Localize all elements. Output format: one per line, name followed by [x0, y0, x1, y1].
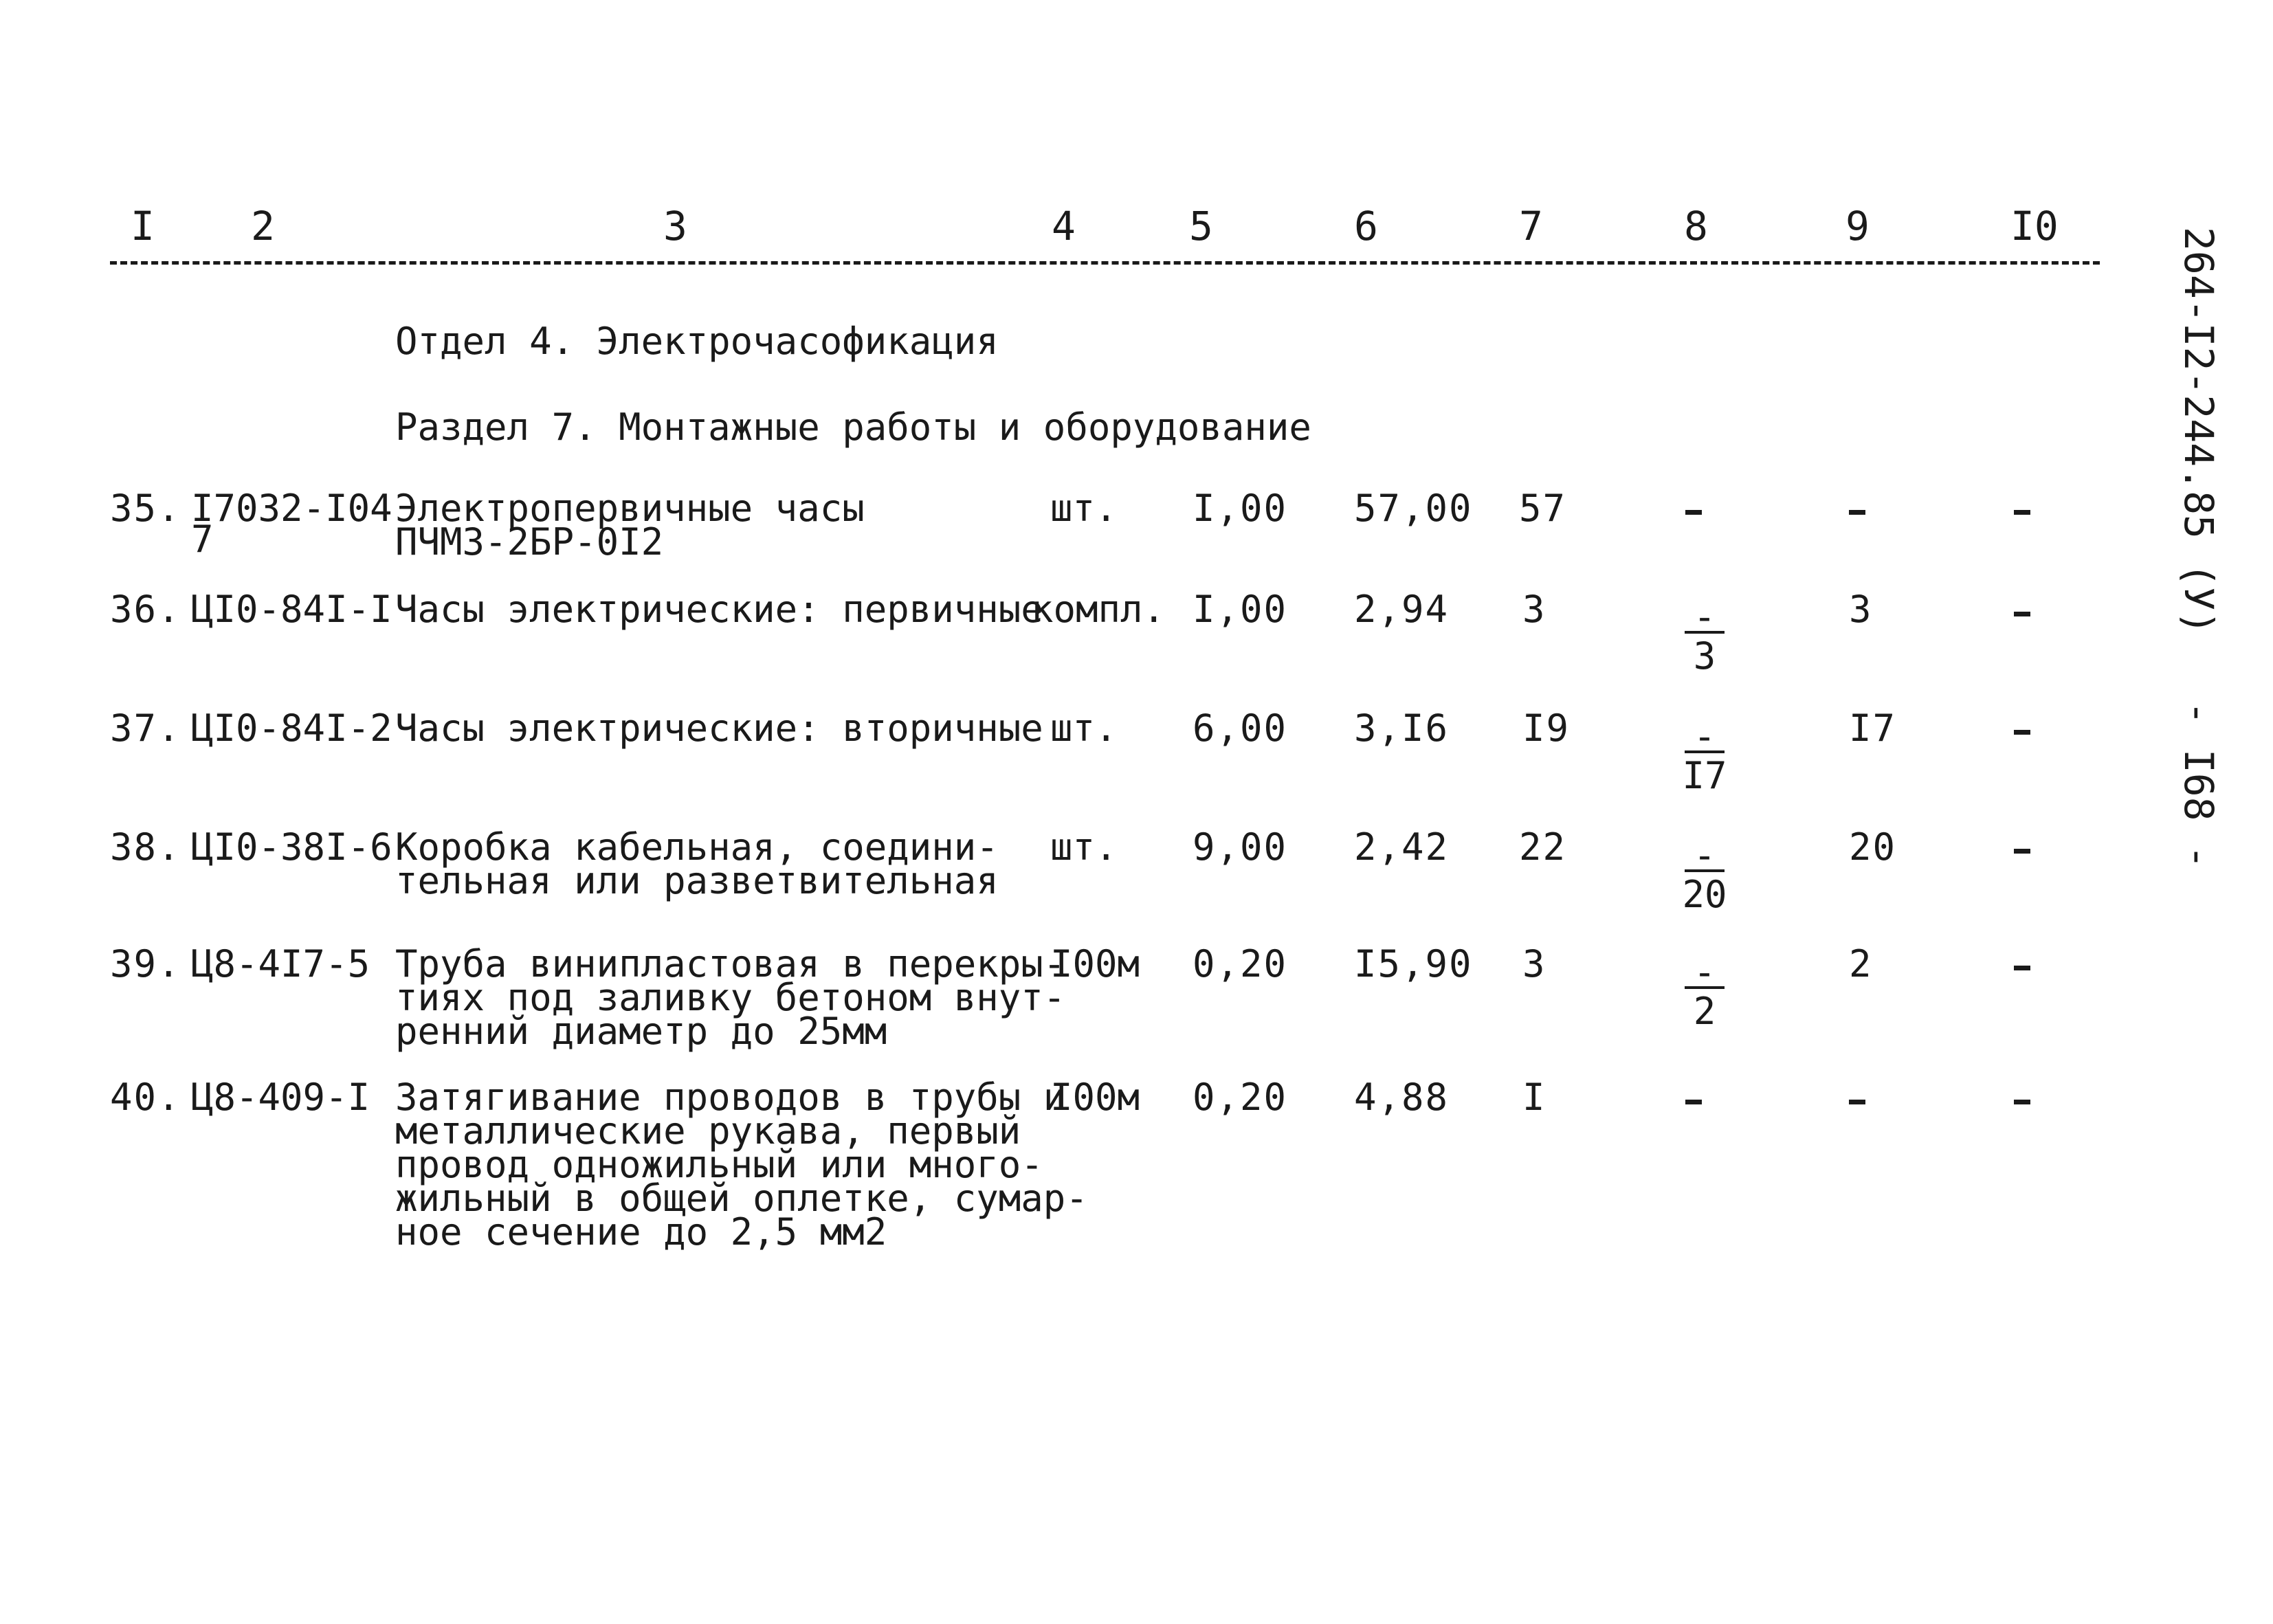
col9-value: I7: [1849, 707, 1897, 750]
row-number: 39.: [110, 942, 181, 986]
fraction-numerator: -: [1693, 834, 1716, 877]
row-number: 35.: [110, 487, 181, 530]
subsection-title: Раздел 7. Монтажные работы и оборудование: [395, 405, 1311, 449]
col10-dash: [2014, 1100, 2030, 1104]
item-name-line: Часы электрические: первичные: [395, 588, 1043, 631]
total: 3: [1522, 588, 1546, 631]
col9-dash: [1849, 510, 1865, 515]
item-code: ЦI0-38I-6: [191, 825, 392, 869]
total: 57: [1519, 487, 1567, 530]
row-number: 40.: [110, 1076, 181, 1119]
column-header-2: 2: [251, 203, 275, 249]
fraction-numerator: -: [1693, 715, 1716, 758]
unit: шт.: [1050, 707, 1118, 750]
item-name-line: Затягивание проводов в трубы и: [395, 1076, 1066, 1119]
quantity: 6,00: [1193, 707, 1288, 750]
fraction-denominator: I7: [1682, 754, 1727, 797]
fraction-numerator: -: [1693, 595, 1716, 638]
col10-dash: [2014, 730, 2030, 735]
col8-fraction: [1677, 950, 1732, 1033]
col8-dash: [1685, 510, 1702, 515]
unit-price: I5,90: [1354, 942, 1473, 986]
col10-dash: [2014, 612, 2030, 616]
column-header-4: 4: [1052, 203, 1076, 249]
item-name-line: металлические рукава, первый: [395, 1109, 1021, 1153]
document-code: 264-I2-244.85 (У): [2175, 227, 2222, 635]
total: I9: [1522, 707, 1571, 750]
item-name-line: Коробка кабельная, соедини-: [395, 825, 999, 869]
item-name-line: ПЧМЗ-2БР-0I2: [395, 520, 664, 564]
unit: шт.: [1050, 487, 1118, 530]
col10-dash: [2014, 510, 2030, 515]
unit-price: 57,00: [1354, 487, 1473, 530]
item-name-line: провод одножильный или много-: [395, 1143, 1043, 1186]
item-code-sub: 7: [191, 518, 214, 561]
column-header-3: 3: [663, 203, 687, 249]
quantity: 0,20: [1193, 1076, 1288, 1119]
section-title: Отдел 4. Электрочасофикация: [395, 320, 999, 363]
unit: I00м: [1050, 942, 1140, 986]
column-header-1: I: [131, 203, 155, 249]
row-number: 38.: [110, 825, 181, 869]
total: 22: [1519, 825, 1567, 869]
unit-price: 4,88: [1354, 1076, 1450, 1119]
fraction-numerator: -: [1693, 950, 1716, 994]
item-code: Ц8-4I7-5: [191, 942, 370, 986]
col9-dash: [1849, 1100, 1865, 1104]
unit: шт.: [1050, 825, 1118, 869]
fraction-denominator: 2: [1693, 990, 1716, 1033]
column-header-9: 9: [1845, 203, 1870, 249]
item-name-line: ное сечение до 2,5 мм2: [395, 1210, 887, 1254]
unit-price: 2,42: [1354, 825, 1450, 869]
row-number: 36.: [110, 588, 181, 631]
item-code: I7032-I04: [191, 487, 392, 530]
column-header-6: 6: [1354, 203, 1378, 249]
quantity: I,00: [1193, 588, 1288, 631]
item-code: Ц8-409-I: [191, 1076, 370, 1119]
col9-value: 2: [1849, 942, 1873, 986]
unit-price: 2,94: [1354, 588, 1450, 631]
column-header-5: 5: [1189, 203, 1213, 249]
col8-fraction: [1677, 715, 1732, 797]
item-name-line: Электропервичные часы: [395, 487, 865, 530]
col10-dash: [2014, 849, 2030, 854]
col10-dash: [2014, 966, 2030, 970]
fraction-denominator: 3: [1693, 634, 1716, 678]
item-name-line: ренний диаметр до 25мм: [395, 1010, 887, 1053]
col9-value: 3: [1849, 588, 1873, 631]
quantity: 9,00: [1193, 825, 1288, 869]
item-name-line: жильный в общей оплетке, сумар-: [395, 1177, 1088, 1220]
unit-price: 3,I6: [1354, 707, 1450, 750]
header-divider: [110, 261, 2100, 265]
column-header-10: I0: [2010, 203, 2059, 249]
item-name-line: Часы электрические: вторичные: [395, 707, 1043, 750]
quantity: 0,20: [1193, 942, 1288, 986]
col8-fraction: [1677, 595, 1732, 678]
row-number: 37.: [110, 707, 181, 750]
unit: I00м: [1050, 1076, 1140, 1119]
item-code: ЦI0-84I-I: [191, 588, 392, 631]
page-number: - I68 -: [2175, 701, 2222, 869]
col8-dash: [1685, 1100, 1702, 1104]
unit: компл.: [1031, 588, 1166, 631]
item-name-line: тиях под заливку бетоном внут-: [395, 976, 1066, 1019]
item-code: ЦI0-84I-2: [191, 707, 392, 750]
quantity: I,00: [1193, 487, 1288, 530]
col8-fraction: [1677, 834, 1732, 916]
total: I: [1522, 1076, 1546, 1119]
col9-value: 20: [1849, 825, 1897, 869]
total: 3: [1522, 942, 1546, 986]
column-header-8: 8: [1684, 203, 1708, 249]
fraction-denominator: 20: [1682, 873, 1727, 916]
item-name-line: Труба винипластовая в перекры-: [395, 942, 1066, 986]
column-header-7: 7: [1519, 203, 1543, 249]
item-name-line: тельная или разветвительная: [395, 859, 999, 902]
